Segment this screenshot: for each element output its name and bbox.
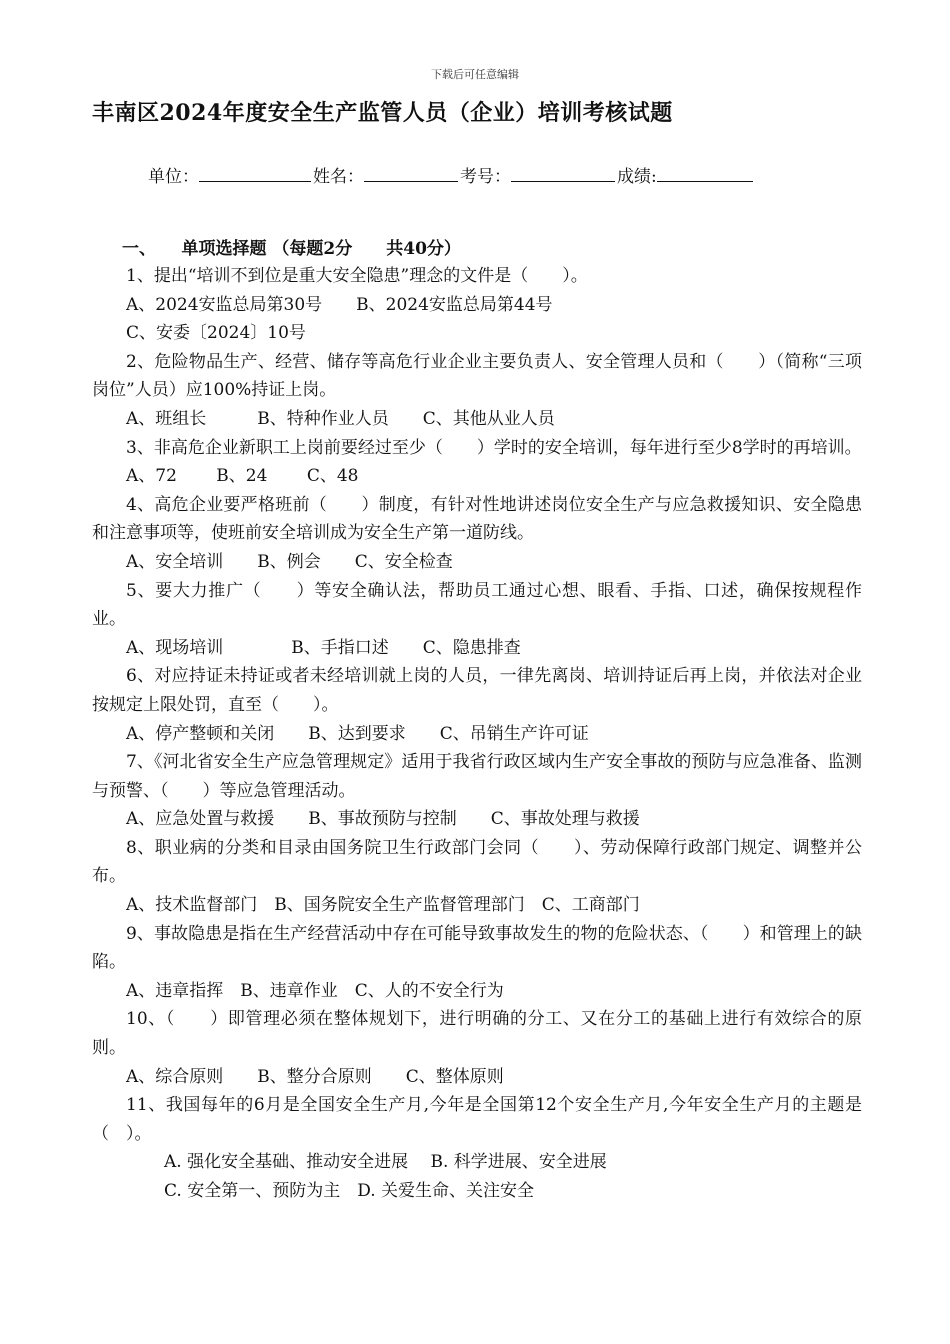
score-blank xyxy=(657,165,753,182)
question-9-options: A、违章指挥 B、违章作业 C、人的不安全行为 xyxy=(126,980,504,1001)
question-11-options: C. 安全第一、预防为主 D. 关爱生命、关注安全 xyxy=(164,1181,535,1201)
question-5-options: A、现场培训 B、手指口述 C、隐患排查 xyxy=(126,637,521,658)
question-10-options: A、综合原则 B、整分合原则 C、整体原则 xyxy=(126,1066,504,1087)
question-3: 3、非高危企业新职工上岗前要经过至少（ ）学时的安全培训，每年进行至少8学时的再培训。 xyxy=(126,437,862,458)
question-1-options: C、安委〔2024〕10号 xyxy=(126,323,306,344)
question-list xyxy=(92,262,862,1206)
question-2: 2、危险物品生产、经营、储存等高危行业企业主要负责人、安全管理人员和（ ）（简称“三项岗位”人员）应100%持证上岗。 xyxy=(92,351,862,401)
question-7: 7、《河北省安全生产应急管理规定》适用于我省行政区域内生产安全事故的预防与应急准备、监测与预警、（ ）等应急管理活动。 xyxy=(92,752,862,801)
question-10: 10、（ ）即管理必须在整体规划下，进行明确的分工、又在分工的基础上进行有效综合的原则。 xyxy=(92,1009,862,1059)
unit-blank xyxy=(199,165,311,182)
exam-no-label: 考号： xyxy=(460,167,511,187)
question-9: 9、事故隐患是指在生产经营活动中存在可能导致事故发生的物的危险状态、（ ）和管理上的缺陷。 xyxy=(92,923,862,973)
exam-no-blank xyxy=(511,165,615,182)
document-title: 丰南区2024年度安全生产监管人员（企业）培训考核试题 xyxy=(92,100,673,126)
question-6: 6、对应持证未持证或者未经培训就上岗的人员，一律先离岗、培训持证后再上岗，并依法对企业按规定上限处罚，直至（ ）。 xyxy=(92,666,862,715)
question-5: 5、要大力推广（ ）等安全确认法，帮助员工通过心想、眼看、手指、口述，确保按规程作业。 xyxy=(92,580,862,630)
name-blank xyxy=(364,165,458,182)
question-6-options: A、停产整顿和关闭 B、达到要求 C、吊销生产许可证 xyxy=(126,723,589,744)
question-4: 4、高危企业要严格班前（ ）制度，有针对性地讲述岗位安全生产与应急救援知识、安全隐患和注意事项等，使班前安全培训成为安全生产第一道防线。 xyxy=(92,494,862,544)
question-3-options: A、72 B、24 C、48 xyxy=(126,466,359,487)
question-4-options: A、安全培训 B、例会 C、安全检查 xyxy=(126,551,453,572)
score-label: 成绩: xyxy=(617,167,657,187)
question-1-options: A、2024安监总局第30号 B、2024安监总局第44号 xyxy=(126,294,553,315)
question-7-options: A、应急处置与救援 B、事故预防与控制 C、事故处理与救援 xyxy=(126,809,640,830)
question-1: 1、提出“培训不到位是重大安全隐患”理念的文件是（ ）。 xyxy=(126,266,588,286)
header-note: 下载后可任意编辑 xyxy=(431,68,519,81)
unit-label: 单位： xyxy=(148,167,199,187)
section-title: 一、 单项选择题 （每题2分 共40分） xyxy=(122,239,461,259)
question-11-options: A. 强化安全基础、推动安全进展 B. 科学进展、安全进展 xyxy=(164,1152,607,1173)
question-8: 8、职业病的分类和目录由国务院卫生行政部门会同（ ）、劳动保障行政部门规定、调整并公布。 xyxy=(92,837,862,887)
name-label: 姓名： xyxy=(313,167,364,187)
question-11: 11、我国每年的6月是全国安全生产月,今年是全国第12个安全生产月,今年安全生产月的主题是（ ）。 xyxy=(92,1095,862,1144)
question-2-options: A、班组长 B、特种作业人员 C、其他从业人员 xyxy=(126,408,555,429)
candidate-info-line xyxy=(148,162,755,187)
question-8-options: A、技术监督部门 B、国务院安全生产监督管理部门 C、工商部门 xyxy=(126,895,640,916)
